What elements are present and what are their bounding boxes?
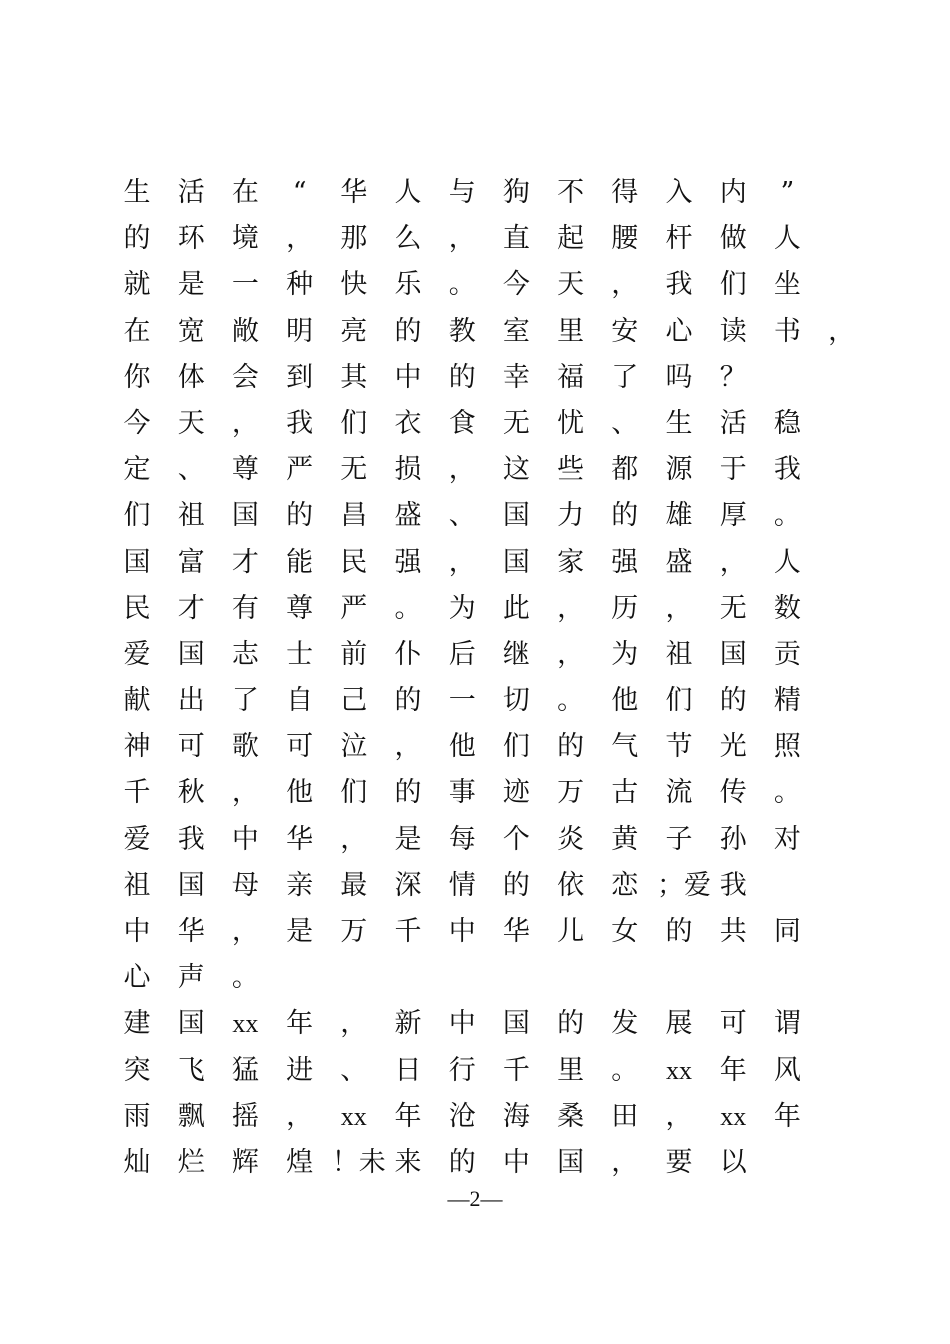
text-line bbox=[115, 863, 845, 909]
text-char: 女 bbox=[611, 916, 639, 947]
text-char: 他 bbox=[611, 685, 639, 717]
text-char: 子 bbox=[665, 823, 693, 855]
text-line bbox=[115, 170, 845, 216]
text-char: 自 bbox=[286, 685, 314, 717]
text-char: ？ bbox=[719, 361, 747, 393]
text-char: 他 bbox=[286, 777, 314, 809]
text-char: 在 bbox=[231, 177, 259, 208]
text-char: ， bbox=[340, 823, 368, 855]
text-char: 光 bbox=[719, 731, 747, 763]
text-char: 飞 bbox=[177, 1054, 205, 1086]
text-char: 腰 bbox=[611, 223, 639, 255]
text-char: 些 bbox=[557, 454, 585, 486]
text-char: 中 bbox=[502, 1146, 530, 1178]
text-char: 盛 bbox=[665, 546, 693, 578]
text-char: 中 bbox=[231, 823, 259, 855]
text-char: 华 bbox=[177, 916, 205, 947]
text-line bbox=[115, 447, 845, 493]
body-text bbox=[115, 170, 856, 1186]
text-char: 狗 bbox=[502, 177, 530, 208]
text-char: 福 bbox=[557, 361, 585, 393]
text-char: 气 bbox=[611, 731, 639, 763]
text-char: 千 bbox=[394, 916, 422, 947]
text-char: ， bbox=[231, 407, 259, 439]
text-char: 今 bbox=[123, 407, 151, 439]
text-char: 亲 bbox=[286, 869, 314, 901]
text-char: 食 bbox=[448, 407, 476, 439]
text-char: 不 bbox=[557, 177, 585, 208]
text-char: ， bbox=[448, 223, 476, 255]
text-char: 强 bbox=[611, 546, 639, 578]
text-char: 里 bbox=[557, 1054, 585, 1086]
text-char: 煌 bbox=[286, 1146, 314, 1178]
text-char: 猛 bbox=[231, 1054, 259, 1086]
text-char: 中 bbox=[394, 361, 422, 393]
text-char: 士 bbox=[286, 638, 314, 670]
text-char: 生 bbox=[123, 177, 151, 208]
text-char: 明 bbox=[286, 315, 314, 347]
text-line bbox=[115, 309, 856, 355]
text-char: 国 bbox=[502, 1008, 530, 1040]
text-char: ， bbox=[665, 1100, 693, 1132]
text-char: 敞 bbox=[231, 315, 259, 347]
text-char: 其 bbox=[340, 361, 368, 393]
text-line bbox=[115, 586, 845, 632]
text-char: 力 bbox=[557, 500, 585, 532]
text-char: 我 bbox=[177, 823, 205, 855]
text-char: 天 bbox=[177, 407, 205, 439]
text-line bbox=[115, 1094, 845, 1140]
text-char: 严 bbox=[286, 454, 314, 486]
text-char: 可 bbox=[719, 1008, 747, 1040]
text-char: 泣 bbox=[340, 731, 368, 763]
text-char: 坐 bbox=[773, 269, 801, 301]
text-char: ， bbox=[719, 546, 747, 578]
text-char: 忧 bbox=[557, 407, 585, 439]
text-char: 展 bbox=[665, 1008, 693, 1040]
text-char: 国 bbox=[502, 500, 530, 532]
text-char: 杆 bbox=[665, 223, 693, 255]
text-char: 辉 bbox=[231, 1146, 259, 1178]
text-char: 稳 bbox=[773, 407, 801, 439]
text-char: 儿 bbox=[557, 916, 585, 947]
text-char: 就 bbox=[123, 269, 151, 301]
text-char: 的 bbox=[557, 1008, 585, 1040]
text-char: 生 bbox=[665, 407, 693, 439]
text-char: 种 bbox=[286, 269, 314, 301]
text-char: 的 bbox=[394, 685, 422, 717]
text-char: 华 bbox=[286, 823, 314, 855]
text-char: 恋 bbox=[611, 869, 639, 901]
text-char: 传 bbox=[719, 777, 747, 809]
text-char: 于 bbox=[719, 454, 747, 486]
text-char: ， bbox=[557, 638, 585, 670]
text-char: 共 bbox=[719, 916, 747, 947]
text-char: 人 bbox=[394, 177, 422, 208]
text-char: 爱 bbox=[123, 823, 151, 855]
text-char: 你 bbox=[123, 361, 151, 393]
text-char: 以 bbox=[719, 1146, 747, 1178]
text-char: 今 bbox=[502, 269, 530, 301]
text-char: 的 bbox=[394, 315, 422, 347]
text-char: 环 bbox=[177, 223, 205, 255]
text-line bbox=[115, 1001, 845, 1047]
text-char: ， bbox=[286, 1100, 314, 1132]
text-char: 到 bbox=[286, 361, 314, 393]
text-char: 声 bbox=[177, 962, 205, 994]
text-char: 衣 bbox=[394, 407, 422, 439]
text-char: 国 bbox=[123, 546, 151, 578]
text-char: 同 bbox=[773, 916, 801, 947]
text-char: xx bbox=[232, 1009, 259, 1039]
text-char: 的 bbox=[502, 869, 530, 901]
text-char: 灿 bbox=[123, 1146, 151, 1178]
text-line bbox=[115, 262, 845, 308]
text-char: 人 bbox=[773, 546, 801, 578]
text-char: xx bbox=[666, 1055, 692, 1085]
text-char: 进 bbox=[286, 1054, 314, 1086]
text-line bbox=[115, 955, 845, 1001]
text-char: 昌 bbox=[340, 500, 368, 532]
text-char: 宽 bbox=[177, 315, 205, 347]
text-char: 书 bbox=[773, 315, 801, 347]
text-char: 事 bbox=[448, 777, 476, 809]
text-char: 尊 bbox=[286, 592, 314, 624]
text-char: 行 bbox=[448, 1054, 476, 1086]
text-char: 万 bbox=[557, 777, 585, 809]
text-char: 精 bbox=[773, 685, 801, 717]
text-char: 雄 bbox=[665, 500, 693, 532]
text-char: 突 bbox=[123, 1054, 151, 1086]
text-char: 新 bbox=[394, 1008, 422, 1040]
text-char: 千 bbox=[123, 777, 151, 809]
text-char: 都 bbox=[611, 454, 639, 486]
text-char: 情 bbox=[448, 869, 476, 901]
text-char: 活 bbox=[177, 177, 205, 208]
text-line bbox=[115, 724, 845, 770]
text-char: 风 bbox=[773, 1054, 801, 1086]
text-char: 入 bbox=[665, 177, 693, 208]
text-char: ， bbox=[286, 223, 314, 255]
text-char: ， bbox=[340, 1008, 368, 1040]
text-char: 了 bbox=[231, 685, 259, 717]
text-char: 照 bbox=[773, 731, 801, 763]
text-char: 民 bbox=[340, 546, 368, 578]
text-char: 华 bbox=[340, 177, 368, 208]
text-char: 日 bbox=[394, 1054, 422, 1086]
text-char: 雨 bbox=[123, 1100, 151, 1132]
text-char: 了 bbox=[611, 361, 639, 393]
text-char: 对 bbox=[773, 823, 801, 855]
text-char: 体 bbox=[177, 361, 205, 393]
text-char: 读 bbox=[719, 315, 747, 347]
text-char: 千 bbox=[502, 1054, 530, 1086]
text-char: 的 bbox=[286, 500, 314, 532]
text-char: 盛 bbox=[394, 500, 422, 532]
text-char: 人 bbox=[773, 223, 801, 255]
text-char: 民 bbox=[123, 592, 151, 624]
text-char: 的 bbox=[448, 1146, 476, 1178]
text-char: 室 bbox=[502, 315, 530, 347]
text-char: 一 bbox=[448, 685, 476, 717]
text-char: 孙 bbox=[719, 823, 747, 855]
text-char: 。 bbox=[448, 269, 476, 301]
text-char: 家 bbox=[557, 546, 585, 578]
text-char: 的 bbox=[448, 361, 476, 393]
text-char: 才 bbox=[177, 592, 205, 624]
text-char: 飘 bbox=[177, 1100, 205, 1132]
text-char: 沧 bbox=[448, 1100, 476, 1132]
text-char: 个 bbox=[502, 823, 530, 855]
text-char: ， bbox=[665, 592, 693, 624]
text-char: ， bbox=[611, 269, 639, 301]
text-char: 可 bbox=[177, 731, 205, 763]
text-char: 桑 bbox=[557, 1100, 585, 1132]
text-char: 亮 bbox=[340, 315, 368, 347]
text-char: 秋 bbox=[177, 777, 205, 809]
text-char: 建 bbox=[123, 1008, 151, 1040]
text-char: 我 bbox=[286, 407, 314, 439]
text-char: 继 bbox=[502, 638, 530, 670]
text-char: 。 bbox=[773, 500, 801, 532]
text-char: 与 bbox=[448, 177, 476, 208]
text-char: 、 bbox=[177, 454, 205, 486]
text-char: ， bbox=[557, 592, 585, 624]
text-line bbox=[115, 540, 845, 586]
text-char: ， bbox=[448, 454, 476, 486]
text-char: 做 bbox=[719, 223, 747, 255]
text-char: ！未 bbox=[331, 1146, 386, 1178]
text-char: 是 bbox=[286, 916, 314, 947]
text-char: 为 bbox=[448, 592, 476, 624]
text-char: 严 bbox=[340, 592, 368, 624]
text-char: ， bbox=[611, 1146, 639, 1178]
text-char: 谓 bbox=[773, 1008, 801, 1040]
text-char: 国 bbox=[177, 1008, 205, 1040]
text-char: 己 bbox=[340, 685, 368, 717]
text-char: 歌 bbox=[231, 731, 259, 763]
text-char: 。 bbox=[231, 962, 259, 994]
text-char: 每 bbox=[448, 823, 476, 855]
text-char: 的 bbox=[557, 731, 585, 763]
text-char: 我 bbox=[773, 454, 801, 486]
text-char: 在 bbox=[123, 315, 151, 347]
text-char: 无 bbox=[719, 592, 747, 624]
text-char: 厚 bbox=[719, 500, 747, 532]
text-char: 流 bbox=[665, 777, 693, 809]
text-char: 国 bbox=[177, 638, 205, 670]
text-char: 志 bbox=[231, 638, 259, 670]
text-char: 中 bbox=[448, 916, 476, 947]
text-char: 依 bbox=[557, 869, 585, 901]
text-char: 乐 bbox=[394, 269, 422, 301]
text-char: 源 bbox=[665, 454, 693, 486]
text-char: 祖 bbox=[665, 638, 693, 670]
text-line bbox=[115, 817, 845, 863]
text-char: 出 bbox=[177, 685, 205, 717]
text-char: 中 bbox=[123, 916, 151, 947]
text-char: 这 bbox=[502, 454, 530, 486]
text-char: 黄 bbox=[611, 823, 639, 855]
text-char: 国 bbox=[177, 869, 205, 901]
text-char: 能 bbox=[286, 546, 314, 578]
text-char: 心 bbox=[665, 315, 693, 347]
text-char: 国 bbox=[502, 546, 530, 578]
text-char: 们 bbox=[340, 777, 368, 809]
text-char: 活 bbox=[719, 407, 747, 439]
text-char: ， bbox=[448, 546, 476, 578]
text-char: 起 bbox=[557, 223, 585, 255]
text-char: 。 bbox=[557, 685, 585, 717]
text-char: 祖 bbox=[123, 869, 151, 901]
text-char: 么 bbox=[394, 223, 422, 255]
text-char: 为 bbox=[611, 638, 639, 670]
text-char: 年 bbox=[773, 1100, 801, 1132]
text-char: 内 bbox=[719, 177, 747, 208]
text-line bbox=[115, 493, 845, 539]
text-char: 他 bbox=[448, 731, 476, 763]
text-char: 里 bbox=[557, 315, 585, 347]
text-char: ， bbox=[231, 916, 259, 947]
text-char: 有 bbox=[231, 592, 259, 624]
text-char: ， bbox=[394, 731, 422, 763]
text-char: 迹 bbox=[502, 777, 530, 809]
text-char: 神 bbox=[123, 731, 151, 763]
text-line bbox=[115, 909, 845, 955]
text-char: 田 bbox=[611, 1100, 639, 1132]
text-char: 境 bbox=[231, 223, 259, 255]
text-char: 可 bbox=[286, 731, 314, 763]
text-char: 会 bbox=[231, 361, 259, 393]
text-char: 们 bbox=[502, 731, 530, 763]
text-char: ” bbox=[780, 177, 795, 208]
text-char: 仆 bbox=[394, 638, 422, 670]
text-char: 的 bbox=[665, 916, 693, 947]
text-char: 心 bbox=[123, 962, 151, 994]
text-line bbox=[115, 401, 845, 447]
text-char: 摇 bbox=[231, 1100, 259, 1132]
text-char: 一 bbox=[231, 269, 259, 301]
text-char: 那 bbox=[340, 223, 368, 255]
text-char: 安 bbox=[611, 315, 639, 347]
text-char: 天 bbox=[557, 269, 585, 301]
text-char: 们 bbox=[665, 685, 693, 717]
text-char: 后 bbox=[448, 638, 476, 670]
text-char: 此 bbox=[502, 592, 530, 624]
text-char: 、 bbox=[448, 500, 476, 532]
text-char: 。 bbox=[394, 592, 422, 624]
text-char: 烂 bbox=[177, 1146, 205, 1178]
text-char: 数 bbox=[773, 592, 801, 624]
text-char: 们 bbox=[719, 269, 747, 301]
text-char: 贡 bbox=[773, 638, 801, 670]
text-char: “ bbox=[292, 177, 307, 208]
text-line bbox=[115, 678, 845, 724]
text-char: 、 bbox=[340, 1054, 368, 1086]
text-char: 直 bbox=[502, 223, 530, 255]
text-char: 。 bbox=[773, 777, 801, 809]
text-char: 。 bbox=[611, 1054, 639, 1086]
text-line bbox=[115, 632, 845, 678]
text-char: xx bbox=[340, 1101, 367, 1131]
text-char: 深 bbox=[394, 869, 422, 901]
text-char: 的 bbox=[123, 223, 151, 255]
text-char: 要 bbox=[665, 1146, 693, 1178]
text-char: 前 bbox=[340, 638, 368, 670]
text-char: 年 bbox=[394, 1100, 422, 1132]
text-char: 快 bbox=[340, 269, 368, 301]
text-char: 定 bbox=[123, 454, 151, 486]
text-char: ， bbox=[231, 777, 259, 809]
text-char: ；爱 bbox=[657, 869, 711, 901]
text-char: 是 bbox=[394, 823, 422, 855]
text-char: xx bbox=[720, 1101, 747, 1131]
text-char: 切 bbox=[502, 685, 530, 717]
text-line bbox=[115, 355, 845, 401]
text-line bbox=[115, 1048, 845, 1094]
text-char: 国 bbox=[557, 1146, 585, 1178]
text-char: 年 bbox=[286, 1008, 314, 1040]
text-char: 母 bbox=[231, 869, 259, 901]
text-char: 炎 bbox=[557, 823, 585, 855]
text-char: 海 bbox=[502, 1100, 530, 1132]
text-char: 历 bbox=[611, 592, 639, 624]
text-char: 的 bbox=[611, 500, 639, 532]
text-char: 来 bbox=[394, 1146, 422, 1178]
text-char: 万 bbox=[340, 916, 368, 947]
text-char: 的 bbox=[394, 777, 422, 809]
text-char: 尊 bbox=[231, 454, 259, 486]
text-char: 吗 bbox=[665, 361, 693, 393]
text-char: 古 bbox=[611, 777, 639, 809]
text-char: 富 bbox=[177, 546, 205, 578]
text-char: 华 bbox=[502, 916, 530, 947]
text-char: 们 bbox=[123, 500, 151, 532]
text-char: 的 bbox=[719, 685, 747, 717]
text-line bbox=[115, 770, 845, 816]
text-char: 节 bbox=[665, 731, 693, 763]
page-number: —2— bbox=[447, 1186, 503, 1211]
text-char: 国 bbox=[719, 638, 747, 670]
text-char: 年 bbox=[719, 1054, 747, 1086]
text-char: 我 bbox=[719, 869, 747, 901]
text-char: 献 bbox=[123, 685, 151, 717]
text-char: ， bbox=[828, 315, 856, 347]
text-char: 爱 bbox=[123, 638, 151, 670]
text-char: 、 bbox=[611, 407, 639, 439]
text-char: 无 bbox=[502, 407, 530, 439]
text-char: 国 bbox=[231, 500, 259, 532]
text-line bbox=[115, 1140, 845, 1186]
text-char: 损 bbox=[394, 454, 422, 486]
text-char: 是 bbox=[177, 269, 205, 301]
text-char: 教 bbox=[448, 315, 476, 347]
text-char: 得 bbox=[611, 177, 639, 208]
text-line bbox=[115, 216, 845, 262]
text-char: 祖 bbox=[177, 500, 205, 532]
text-char: 发 bbox=[611, 1008, 639, 1040]
text-char: 无 bbox=[340, 454, 368, 486]
text-char: 我 bbox=[665, 269, 693, 301]
text-char: 中 bbox=[448, 1008, 476, 1040]
text-char: 强 bbox=[394, 546, 422, 578]
text-char: 最 bbox=[340, 869, 368, 901]
text-char: 幸 bbox=[502, 361, 530, 393]
text-char: 才 bbox=[231, 546, 259, 578]
text-char: 们 bbox=[340, 407, 368, 439]
